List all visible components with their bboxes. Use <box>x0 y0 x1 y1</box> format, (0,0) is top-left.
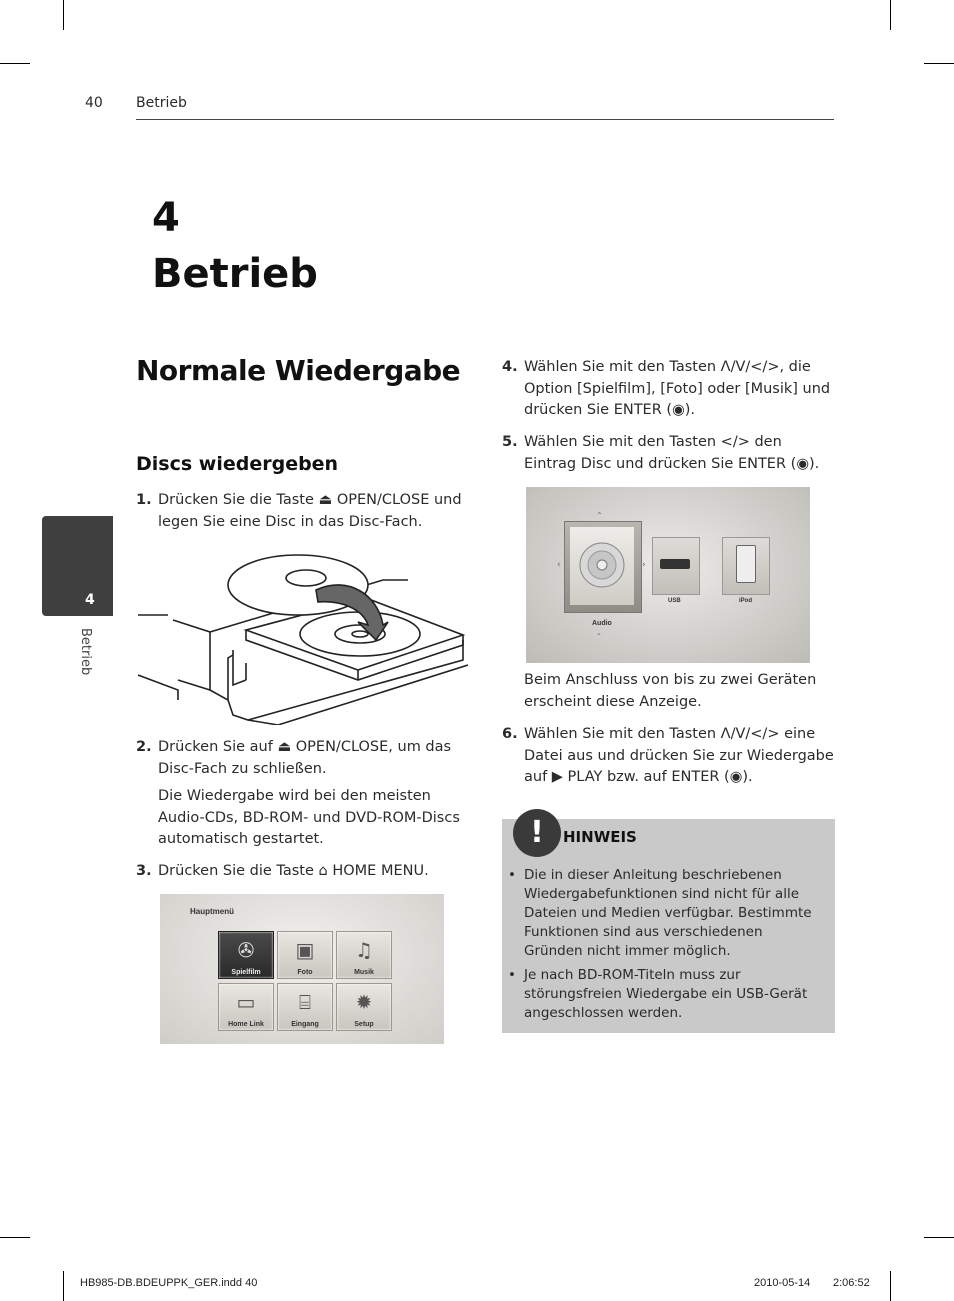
step-2-extra: Die Wiedergabe wird bei den meisten Audio-CDs, BD-ROM- und DVD-ROM-Discs automatisch gestartet. <box>158 788 460 847</box>
disc-tray-illustration <box>138 540 468 725</box>
chevron-down-icon: ⌄ <box>596 629 602 637</box>
crop-mark <box>63 0 64 30</box>
footer-date: 2010-05-14 <box>754 1277 811 1289</box>
step-number: 3. <box>136 863 152 879</box>
header-rule <box>136 119 834 120</box>
eject-icon: ⏏ <box>277 739 292 755</box>
chevron-left-icon: ‹ <box>557 560 561 570</box>
home-menu-screenshot <box>160 894 444 1044</box>
side-tab-label: Betrieb <box>78 628 93 676</box>
gear-icon: ✹ <box>355 990 373 1014</box>
note-bullet: Die in dieser Anleitung beschriebenen Wiedergabefunktionen sind nicht für alle Dateien und Medien verfügbar. Bestimmte Funktionen sind aus verschiedenen Gründen nicht immer möglich. <box>524 867 812 959</box>
chevron-right-icon: › <box>642 560 646 570</box>
disc-icon <box>578 541 626 589</box>
subsection-title: Discs wiedergeben <box>136 453 339 475</box>
enter-icon: ◉ <box>796 455 809 472</box>
step-6-text: Wählen Sie mit den Tasten Λ/V/</> eine Datei aus und drücken Sie zur Wiedergabe auf ▶ PLAY bzw. auf ENTER (◉). <box>524 726 834 785</box>
bullet-dot: • <box>508 967 516 983</box>
page-number: 40 <box>85 95 103 111</box>
crop-mark <box>890 1271 891 1301</box>
chevron-up-icon: ⌃ <box>596 511 603 520</box>
crop-mark <box>63 1271 64 1301</box>
audio-label: Audio <box>592 620 612 627</box>
step-number: 4. <box>502 359 518 375</box>
input-icon: ⌸ <box>299 990 311 1014</box>
eject-icon: ⏏ <box>318 492 333 508</box>
step-3-text: Drücken Sie die Taste ⌂ HOME MENU. <box>158 863 429 879</box>
footer-file: HB985-DB.BDEUPPK_GER.indd 40 <box>80 1277 258 1289</box>
chapter-number: 4 <box>152 195 180 241</box>
menu-tile-home-link: ▭ Home Link <box>218 983 274 1031</box>
step-1-text: Drücken Sie die Taste ⏏ OPEN/CLOSE und legen Sie eine Disc in das Disc-Fach. <box>158 492 462 530</box>
menu-tile-eingang: ⌸ Eingang <box>277 983 333 1031</box>
home-menu-title: Hauptmenü <box>190 907 234 916</box>
monitor-icon: ▭ <box>236 990 256 1014</box>
crop-mark <box>924 63 954 64</box>
ipod-label: iPod <box>739 598 752 604</box>
usb-icon <box>660 559 690 569</box>
enter-icon: ◉ <box>729 769 743 785</box>
step-number: 5. <box>502 434 518 450</box>
crop-mark <box>0 1237 30 1238</box>
screenshot-caption: Beim Anschluss von bis zu zwei Geräten erscheint diese Anzeige. <box>524 672 817 710</box>
play-icon: ▶ <box>551 769 563 785</box>
step-4-text: Wählen Sie mit den Tasten Λ/V/</>, die Option [Spielfilm], [Foto] oder [Musik] und drücken Sie ENTER (◉). <box>524 359 831 418</box>
music-note-icon: ♫ <box>355 938 373 962</box>
side-tab-number: 4 <box>85 592 95 608</box>
menu-tile-spielfilm: ✇ Spielfilm <box>218 931 274 979</box>
photo-icon: ▣ <box>295 938 315 962</box>
device-selection-screenshot <box>526 487 810 663</box>
section-title: Normale Wiedergabe <box>136 354 461 387</box>
home-icon: ⌂ <box>318 863 328 879</box>
note-bullet: Je nach BD-ROM-Titeln muss zur störungsfreien Wiedergabe ein USB-Gerät angeschlossen werden. <box>524 967 808 1021</box>
crop-mark <box>924 1237 954 1238</box>
header-section: Betrieb <box>136 95 187 111</box>
note-title: HINWEIS <box>563 828 637 846</box>
step-number: 1. <box>136 492 152 508</box>
usb-label: USB <box>668 598 681 604</box>
ipod-icon <box>736 545 756 583</box>
footer-time: 2:06:52 <box>833 1277 870 1289</box>
chapter-side-tab <box>42 516 113 616</box>
menu-tile-foto: ▣ Foto <box>277 931 333 979</box>
bullet-dot: • <box>508 867 516 883</box>
step-number: 2. <box>136 739 152 755</box>
warning-icon: ! <box>513 809 561 857</box>
step-5-text: Wählen Sie mit den Tasten </> den Eintrag Disc und drücken Sie ENTER (◉). <box>524 434 820 472</box>
menu-tile-setup: ✹ Setup <box>336 983 392 1031</box>
step-2-text: Drücken Sie auf ⏏ OPEN/CLOSE, um das Disc-Fach zu schließen. <box>158 739 452 777</box>
film-reel-icon: ✇ <box>237 938 255 962</box>
enter-icon: ◉ <box>672 402 685 418</box>
menu-tile-musik: ♫ Musik <box>336 931 392 979</box>
crop-mark <box>0 63 30 64</box>
step-number: 6. <box>502 726 518 742</box>
crop-mark <box>890 0 891 30</box>
chapter-title: Betrieb <box>152 251 318 297</box>
